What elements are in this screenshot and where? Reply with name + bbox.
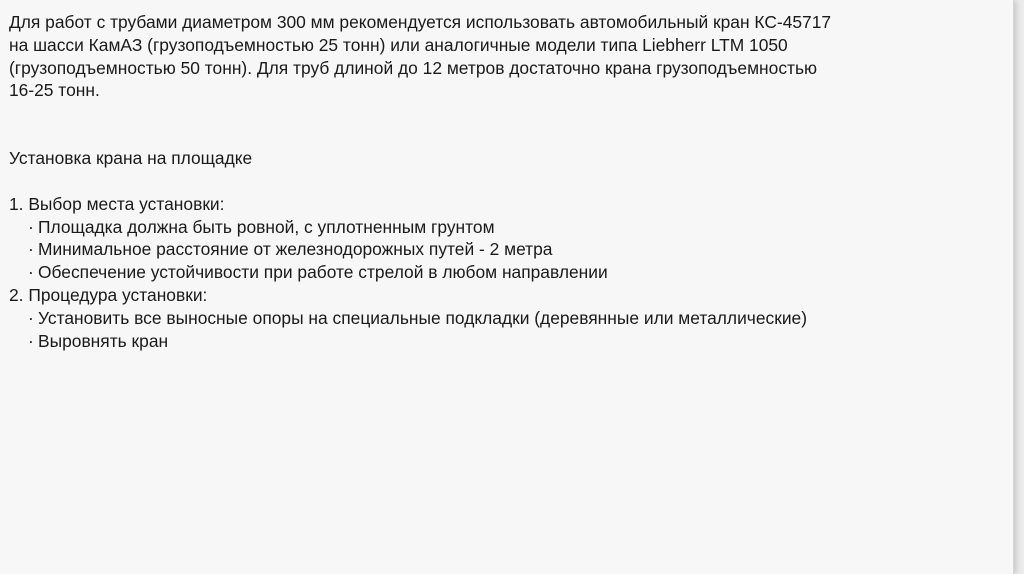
intro-line-1: Для работ с трубами диаметром 300 мм рекомендуется использовать автомобильный кран КС-45717 [9,12,832,32]
spacer [9,170,999,193]
bullet-dot-icon: · [28,239,34,260]
bullet-dot-icon: · [28,216,34,237]
intro-line-2: на шасси КамАЗ (грузоподъемностью 25 тонн) или аналогичные модели типа Liebherr LTM 1050 [9,34,788,55]
bullet-text: Установить все выносные опоры на специальные подкладки (деревянные или металлические) [38,307,808,328]
bullet-text: Обеспечение устойчивости при работе стрелой в любом направлении [38,262,608,283]
step-2-heading: 2. Процедура установки: [9,284,208,305]
intro-line-3: (грузоподъемностью 50 тонн). Для труб длиной до 12 метров достаточно крана грузоподъемностью [9,57,818,78]
step-1-bullet-1 [9,216,999,239]
step-1-bullet-3 [9,261,999,284]
slide-content [9,11,999,352]
bullet-dot-icon: · [28,330,34,351]
spacer [9,102,999,147]
step-2-bullet-2 [9,330,999,353]
intro-line-4: 16-25 тонн. [9,80,100,101]
bullet-dot-icon: · [28,262,34,283]
step-1-bullet-2 [9,238,999,261]
step-1-heading: 1. Выбор места установки: [9,193,225,214]
bullet-dot-icon: · [28,307,34,328]
bullet-text: Минимальное расстояние от железнодорожных путей - 2 метра [38,239,553,260]
section-title: Установка крана на площадке [9,148,253,169]
bullet-text: Площадка должна быть ровной, с уплотненным грунтом [38,216,495,237]
step-2-bullet-1 [9,307,999,330]
bullet-text: Выровнять кран [38,330,169,351]
